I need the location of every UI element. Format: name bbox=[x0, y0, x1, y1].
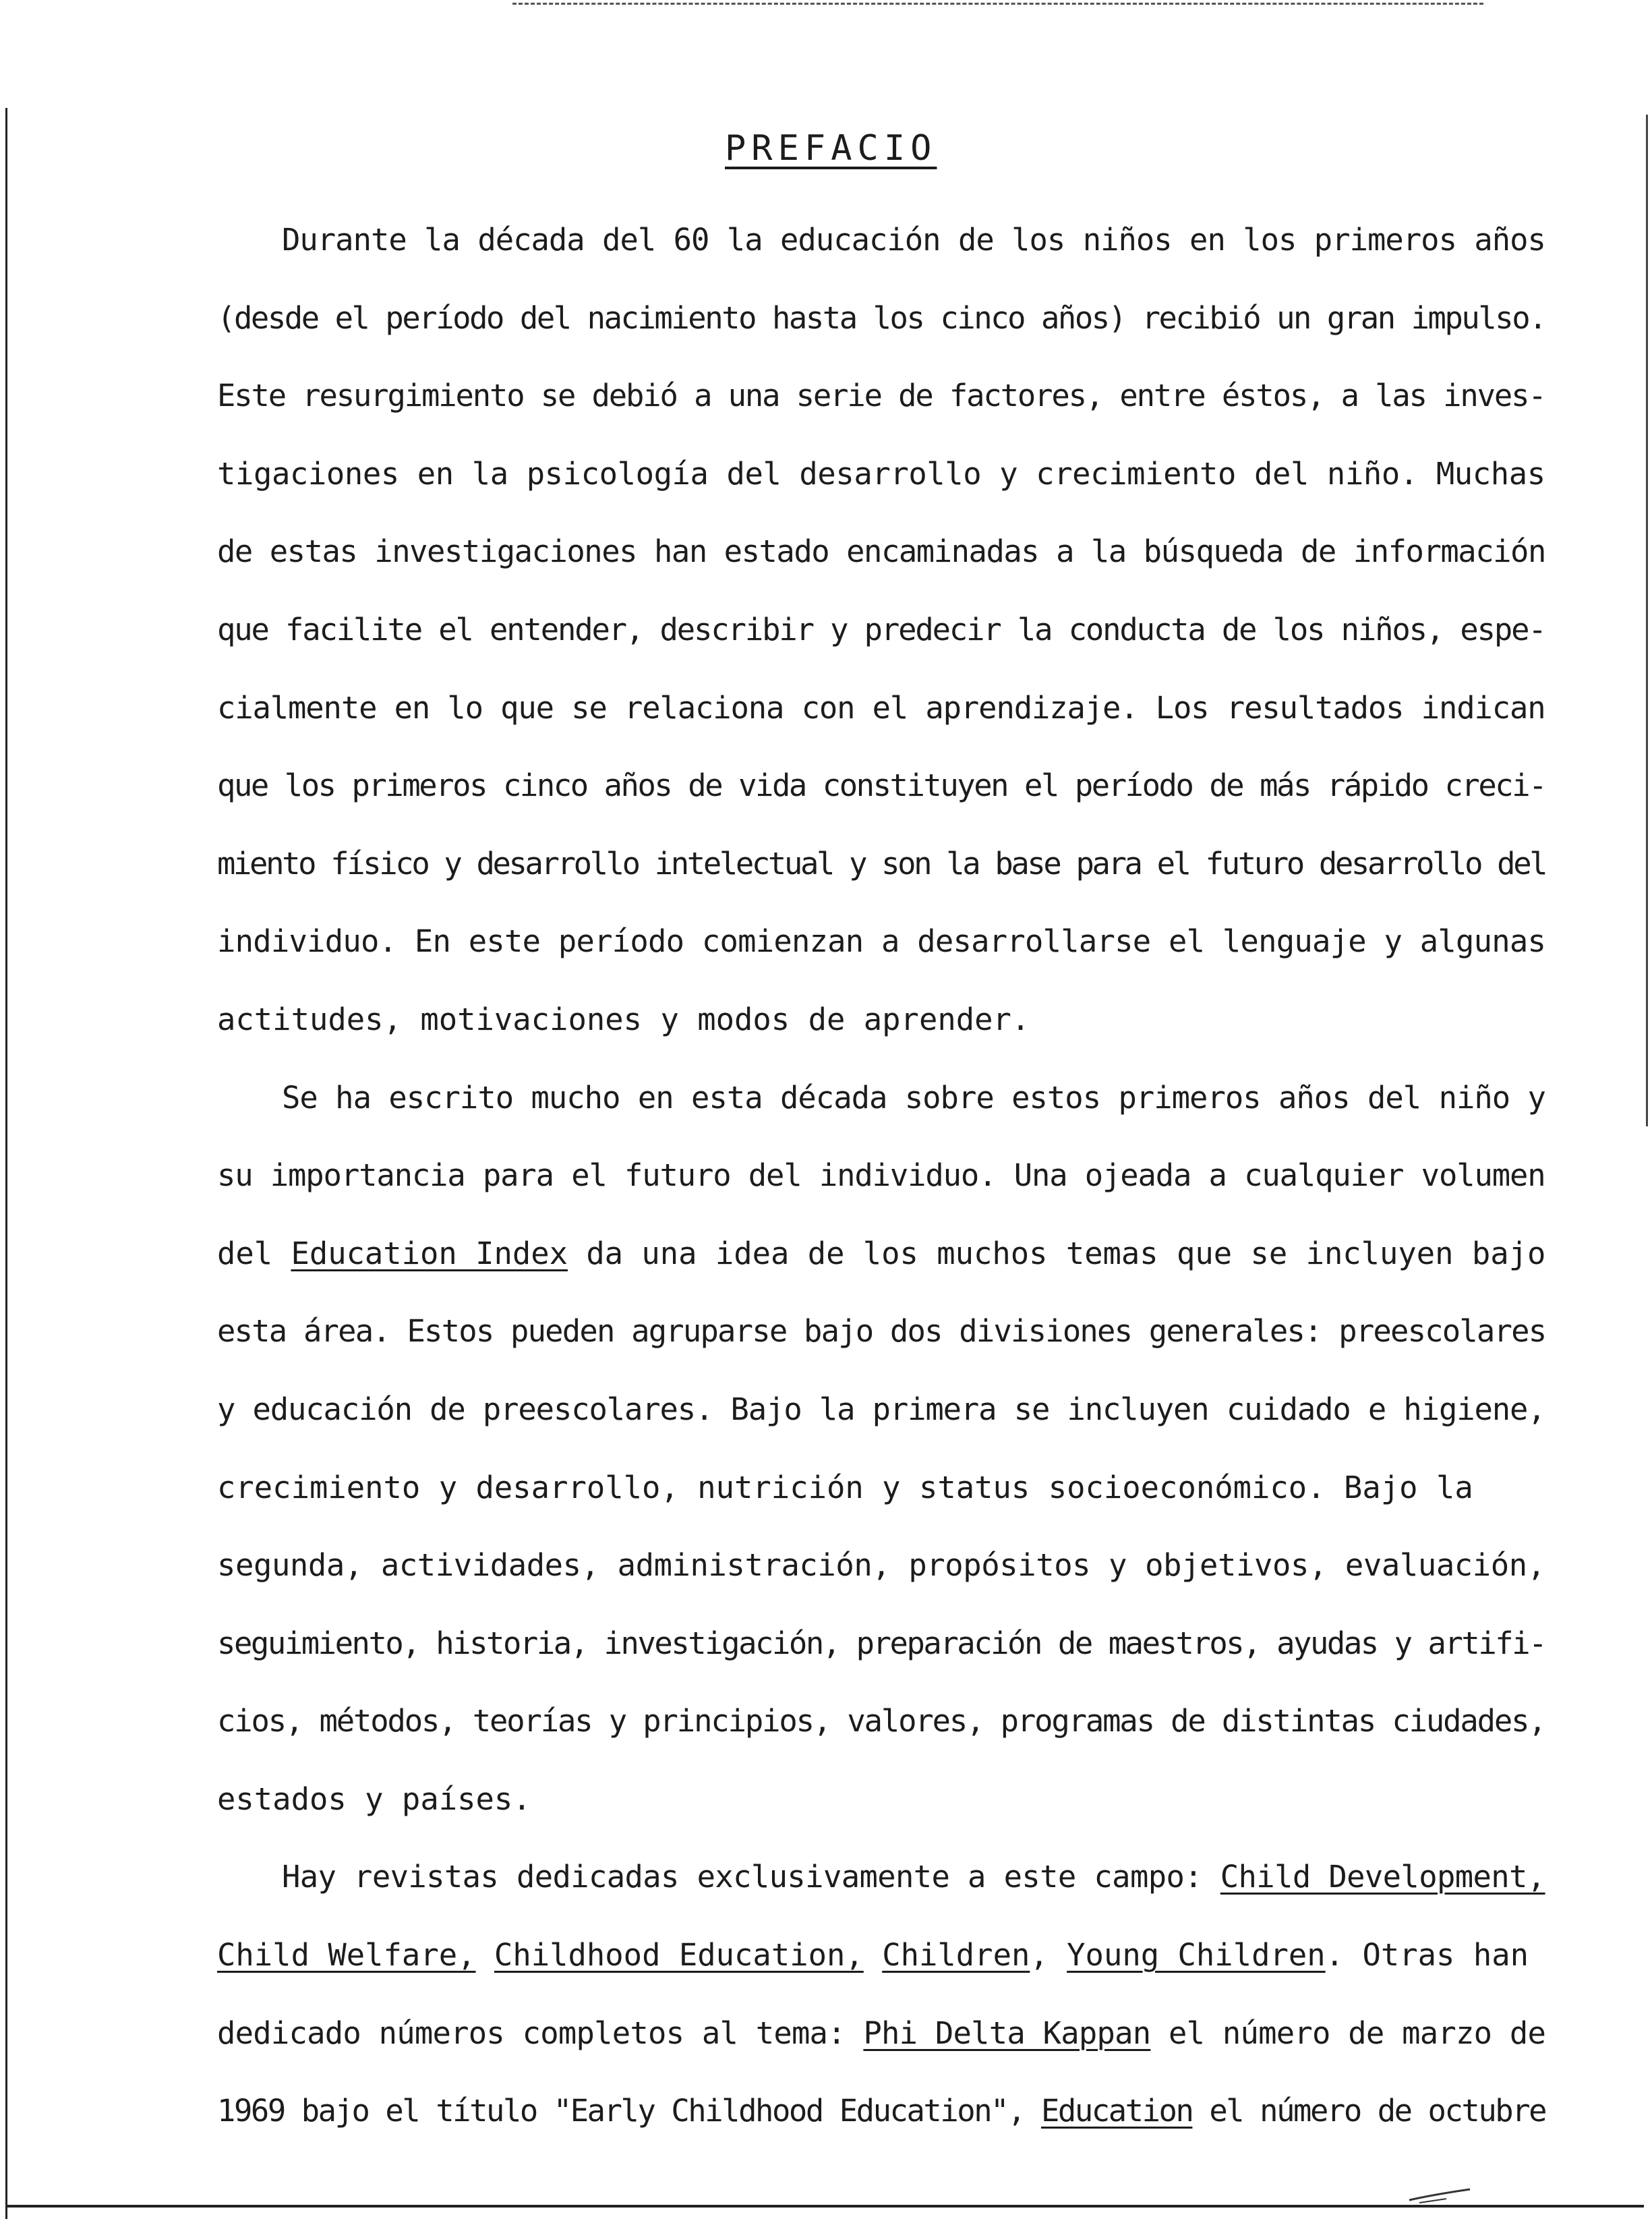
document-body bbox=[217, 201, 1545, 2150]
text-line bbox=[217, 747, 1545, 825]
underlined-title: Childhood Education, bbox=[494, 1937, 864, 1973]
text-run: 1969 bajo el título "Early Childhood Education", bbox=[217, 2093, 1041, 2129]
underlined-title: Phi Delta Kappan bbox=[863, 2015, 1151, 2051]
text-line bbox=[217, 1838, 1545, 1916]
underlined-title: Education bbox=[1040, 2093, 1193, 2129]
text-line bbox=[217, 201, 1545, 279]
text-line bbox=[217, 357, 1545, 435]
text-run: el número de marzo de bbox=[1150, 2015, 1546, 2051]
text-run: segunda, actividades, administración, propósitos y objetivos, evaluación, bbox=[217, 1547, 1545, 1584]
text-line bbox=[217, 1449, 1545, 1527]
text-run: . Otras han bbox=[1325, 1937, 1529, 1973]
text-run: cios, métodos, teorías y principios, valores, programas de distintas ciudades, bbox=[217, 1703, 1545, 1739]
paragraph bbox=[217, 201, 1545, 1059]
text-line bbox=[217, 1059, 1545, 1137]
text-run: Este resurgimiento se debió a una serie de factores, entre éstos, a las inves- bbox=[217, 378, 1545, 414]
text-line bbox=[217, 1916, 1545, 1994]
scan-top-edge bbox=[512, 3, 1483, 5]
underlined-title: Children bbox=[882, 1937, 1030, 1973]
text-run: y educación de preescolares. Bajo la primera se incluyen cuidado e higiene, bbox=[217, 1391, 1545, 1427]
text-line bbox=[217, 2072, 1545, 2150]
page-bottom-border bbox=[7, 2205, 1644, 2208]
text-line bbox=[217, 981, 1545, 1059]
text-run: da una idea de los muchos temas que se incluyen bajo bbox=[567, 1235, 1546, 1271]
text-run: del bbox=[217, 1235, 291, 1271]
text-run bbox=[864, 1937, 882, 1973]
pen-mark bbox=[1406, 2185, 1473, 2205]
text-line bbox=[217, 1605, 1545, 1683]
text-line bbox=[217, 902, 1545, 981]
text-run: cialmente en lo que se relaciona con el aprendizaje. Los resultados indican bbox=[217, 689, 1545, 726]
text-run: que facilite el entender, describir y predecir la conducta de los niños, espe- bbox=[217, 611, 1545, 647]
text-run: crecimiento y desarrollo, nutrición y status socioeconómico. Bajo la bbox=[217, 1469, 1473, 1505]
text-run: de estas investigaciones han estado encaminadas a la búsqueda de información bbox=[217, 533, 1545, 570]
text-run: su importancia para el futuro del individuo. Una ojeada a cualquier volumen bbox=[217, 1157, 1545, 1194]
text-run: tigaciones en la psicología del desarrollo y crecimiento del niño. Muchas bbox=[217, 455, 1545, 492]
text-line bbox=[217, 1526, 1545, 1605]
text-run: dedicado números completos al tema: bbox=[217, 2015, 864, 2051]
text-run: estados y países. bbox=[217, 1781, 531, 1817]
text-line bbox=[217, 825, 1545, 903]
text-run: Durante la década del 60 la educación de los niños en los primeros años bbox=[282, 222, 1545, 258]
paragraph bbox=[217, 1838, 1545, 2150]
text-run: (desde el período del nacimiento hasta los cinco años) recibió un gran impulso. bbox=[217, 299, 1546, 336]
text-line bbox=[217, 279, 1545, 357]
text-line bbox=[217, 435, 1545, 513]
text-run bbox=[476, 1937, 494, 1973]
text-line bbox=[217, 1682, 1545, 1760]
text-run: que los primeros cinco años de vida constituyen el período de más rápido creci- bbox=[217, 768, 1546, 804]
text-line bbox=[217, 1136, 1545, 1215]
text-run: , bbox=[1030, 1937, 1067, 1973]
text-run: actitudes, motivaciones y modos de aprender. bbox=[217, 1001, 1030, 1037]
page-title: PREFACIO bbox=[725, 128, 937, 169]
page-left-border bbox=[5, 108, 7, 2219]
underlined-title: Child Welfare, bbox=[217, 1937, 476, 1973]
underlined-title: Child Development, bbox=[1220, 1859, 1545, 1895]
text-run: el número de octubre bbox=[1192, 2093, 1546, 2129]
text-line bbox=[217, 1292, 1545, 1371]
text-run: Se ha escrito mucho en esta década sobre estos primeros años del niño y bbox=[282, 1079, 1545, 1116]
text-run: Hay revistas dedicadas exclusivamente a este campo: bbox=[282, 1859, 1220, 1895]
underlined-title: Young Children bbox=[1067, 1937, 1326, 1973]
text-line bbox=[217, 513, 1545, 591]
text-run: seguimiento, historia, investigación, preparación de maestros, ayudas y artifi- bbox=[217, 1625, 1546, 1661]
text-line bbox=[217, 1994, 1545, 2073]
text-line bbox=[217, 1760, 1545, 1839]
text-line bbox=[217, 1371, 1545, 1449]
text-line bbox=[217, 591, 1545, 669]
text-run: individuo. En este período comienzan a desarrollarse el lenguaje y algunas bbox=[217, 923, 1546, 960]
page-right-border bbox=[1646, 115, 1648, 1126]
paragraph bbox=[217, 1059, 1545, 1839]
text-run: miento físico y desarrollo intelectual y son la base para el futuro desarrollo del bbox=[217, 845, 1546, 882]
underlined-title: Education Index bbox=[291, 1235, 568, 1271]
text-run: esta área. Estos pueden agruparse bajo dos divisiones generales: preescolares bbox=[217, 1313, 1546, 1350]
text-line bbox=[217, 1215, 1545, 1293]
text-line bbox=[217, 669, 1545, 747]
